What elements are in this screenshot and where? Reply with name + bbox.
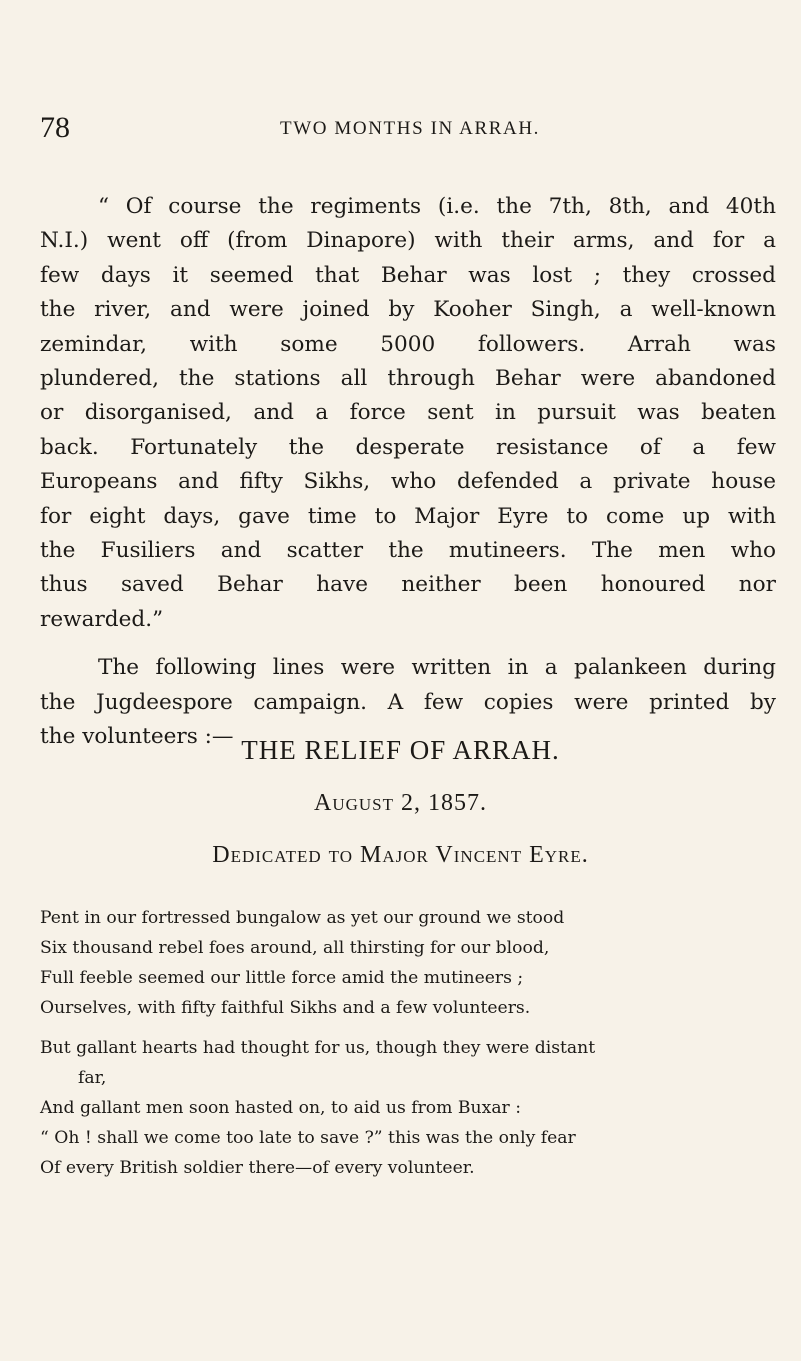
poem-date: August 2, 1857. [313, 790, 487, 816]
page-number: 78 [40, 111, 70, 144]
text-line: for eight days, gave time to Major Eyre to come up with [40, 503, 776, 529]
text-line: The following lines were written in a palankeen during [98, 655, 776, 681]
text-line: thus saved Behar have neither been honoured nor [40, 572, 776, 598]
verse-line: And gallant men soon hasted on, to aid us from Buxar : [40, 1098, 522, 1118]
stanza [40, 1033, 780, 1183]
verse-line-turnover: far, [78, 1068, 107, 1088]
text-line: the Fusiliers and scatter the mutineers. The men who [40, 538, 776, 564]
quote-paragraph [40, 190, 776, 637]
verse-line: Pent in our fortressed bungalow as yet our ground we stood [40, 908, 565, 928]
verse-line: But gallant hearts had thought for us, though they were distant [40, 1038, 596, 1058]
verse-line: Full feeble seemed our little force amid the mutineers ; [40, 968, 524, 988]
text-line: “ Of course the regiments (i.e. the 7th, 8th, and 40th [98, 194, 776, 219]
text-line: zemindar, with some 5000 followers. Arrah was [40, 331, 776, 357]
text-line: plundered, the stations all through Behar were abandoned [40, 366, 776, 392]
text-line: the river, and were joined by Kooher Singh, a well-known [40, 297, 776, 323]
text-line: the volunteers :— [40, 724, 234, 750]
verse-line: “ Oh ! shall we come too late to save ?” this was the only fear [40, 1128, 576, 1148]
running-head: TWO MONTHS IN ARRAH. [280, 118, 540, 139]
verse-line: Of every British soldier there—of every volunteer. [40, 1158, 475, 1178]
text-line: rewarded.” [40, 606, 164, 632]
verse-line: Six thousand rebel foes around, all thirsting for our blood, [40, 938, 550, 958]
text-line: few days it seemed that Behar was lost ; they crossed [40, 262, 776, 288]
text-line: the Jugdeespore campaign. A few copies were printed by [40, 689, 776, 715]
text-line: or disorganised, and a force sent in pursuit was beaten [40, 400, 776, 426]
body-text [40, 190, 776, 755]
text-line: N.I.) went off (from Dinapore) with their arms, and for a [40, 228, 776, 254]
stanza [40, 903, 780, 1023]
verse-line: Ourselves, with fifty faithful Sikhs and a few volunteers. [40, 998, 531, 1018]
text-line: Europeans and fifty Sikhs, who defended a private house [40, 469, 776, 495]
poem-title: THE RELIEF OF ARRAH. [241, 735, 560, 765]
poem-body [40, 903, 780, 1183]
poem-dedication: Dedicated to Major Vincent Eyre. [212, 842, 589, 868]
text-line: back. Fortunately the desperate resistance of a few [40, 434, 776, 460]
